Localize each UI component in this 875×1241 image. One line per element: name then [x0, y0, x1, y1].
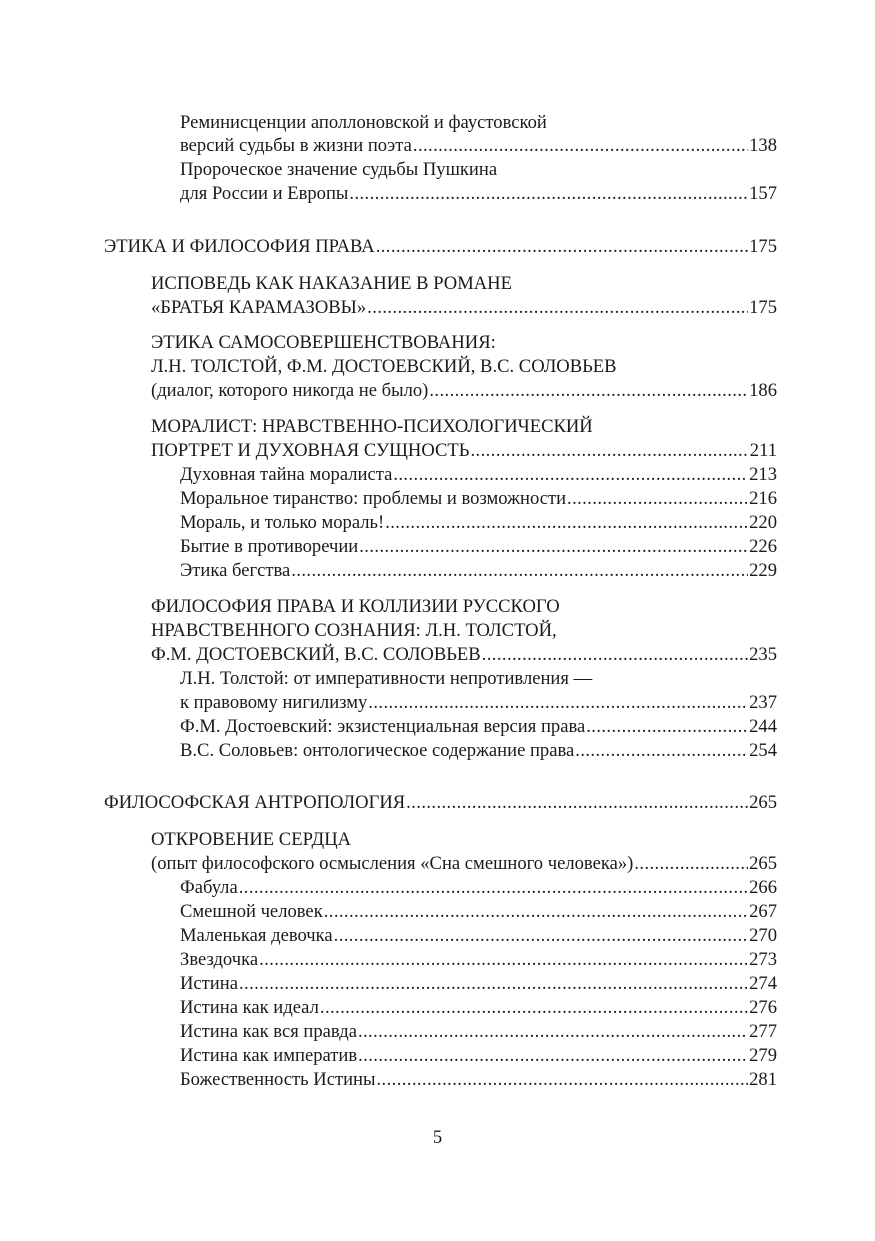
toc-entry-reminiscences[interactable] [180, 134, 777, 158]
toc-page-number: 213 [749, 464, 777, 485]
dot-leader [413, 134, 748, 158]
dot-leader [320, 996, 748, 1020]
toc-entry-title: Моральное тиранство: проблемы и возможности [180, 488, 567, 509]
toc-section-anthropology[interactable] [104, 791, 777, 815]
dot-leader [239, 876, 748, 900]
toc-entry-title: Истина как вся правда [180, 1021, 357, 1042]
toc-entry-heart-sub[interactable] [180, 924, 777, 948]
toc-entry-title: Духовная тайна моралиста [180, 464, 393, 485]
toc-chapter-title: «БРАТЬЯ КАРАМАЗОВЫ» [151, 297, 367, 318]
toc-chapter-confession[interactable] [151, 296, 777, 320]
toc-entry-title: Божественность Истины [180, 1069, 376, 1090]
toc-page-number: 270 [749, 925, 777, 946]
toc-page-number: 265 [749, 792, 777, 813]
toc-chapter-heart-line1: ОТКРОВЕНИЕ СЕРДЦА [151, 829, 352, 850]
toc-entry-tolstoy-line1: Л.Н. Толстой: от императивности непротивления — [180, 668, 593, 689]
toc-page-number: 216 [749, 488, 777, 509]
toc-entry-heart-sub[interactable] [180, 1044, 777, 1068]
toc-chapter-law[interactable] [151, 643, 777, 667]
toc-entry-title: В.С. Соловьев: онтологическое содержание права [180, 740, 575, 761]
toc-chapter-heart[interactable] [151, 852, 777, 876]
dot-leader [367, 296, 748, 320]
toc-page-number: 175 [749, 236, 777, 257]
toc-entry-title: Истина как идеал [180, 997, 319, 1018]
dot-leader [376, 235, 748, 259]
dot-leader [482, 643, 748, 667]
toc-entry-heart-sub[interactable] [180, 900, 777, 924]
toc-section-title: ФИЛОСОФСКАЯ АНТРОПОЛОГИЯ [104, 792, 406, 813]
dot-leader [586, 715, 748, 739]
toc-chapter-title: ПОРТРЕТ И ДУХОВНАЯ СУЩНОСТЬ [151, 440, 470, 461]
toc-page-number: 186 [749, 380, 777, 401]
dot-leader [368, 691, 748, 715]
toc-entry-title: Бытие в противоречии [180, 536, 359, 557]
toc-entry-moralist-sub[interactable] [180, 511, 777, 535]
dot-leader [575, 739, 748, 763]
toc-chapter-moralist[interactable] [151, 439, 777, 463]
toc-chapter-title: (диалог, которого никогда не было) [151, 380, 429, 401]
toc-page-number: 211 [749, 440, 777, 461]
dot-leader [324, 900, 748, 924]
toc-entry-tolstoy[interactable] [180, 691, 777, 715]
toc-entry-dostoevsky[interactable] [180, 715, 777, 739]
toc-entry-title: для России и Европы [180, 183, 349, 204]
toc-page-number: 277 [749, 1021, 777, 1042]
toc-entry-title: Мораль, и только мораль! [180, 512, 385, 533]
toc-page-number: 254 [749, 740, 777, 761]
toc-entry-title: к правовому нигилизму [180, 692, 368, 713]
toc-section-ethics[interactable] [104, 235, 777, 259]
dot-leader [429, 379, 748, 403]
toc-chapter-title: (опыт философского осмысления «Сна смешного человека») [151, 853, 634, 874]
page-number: 5 [432, 1127, 443, 1148]
toc-entry-title: Маленькая девочка [180, 925, 333, 946]
toc-entry-moralist-sub[interactable] [180, 559, 777, 583]
toc-page-number: 244 [749, 716, 777, 737]
toc-page-number: 157 [749, 183, 777, 204]
dot-leader [385, 511, 748, 535]
dot-leader [377, 1068, 749, 1092]
toc-chapter-title: Ф.М. ДОСТОЕВСКИЙ, В.С. СОЛОВЬЕВ [151, 644, 481, 665]
toc-entry-title: Смешной человек [180, 901, 323, 922]
toc-entry-soloviev[interactable] [180, 739, 777, 763]
toc-entry-title: Фабула [180, 877, 238, 898]
dot-leader [239, 972, 748, 996]
toc-entry-prophetic-line1: Пророческое значение судьбы Пушкина [180, 159, 498, 180]
toc-entry-title: Этика бегства [180, 560, 291, 581]
dot-leader [349, 182, 748, 206]
toc-entry-reminiscences-line1: Реминисценции аполлоновской и фаустовской [180, 112, 547, 133]
toc-entry-heart-sub[interactable] [180, 948, 777, 972]
dot-leader [567, 487, 748, 511]
toc-chapter-law-line2: НРАВСТВЕННОГО СОЗНАНИЯ: Л.Н. ТОЛСТОЙ, [151, 620, 557, 641]
toc-chapter-selfperf-line2: Л.Н. ТОЛСТОЙ, Ф.М. ДОСТОЕВСКИЙ, В.С. СОЛОВЬЕВ [151, 356, 617, 377]
dot-leader [470, 439, 748, 463]
dot-leader [358, 1044, 748, 1068]
toc-entry-title: Истина как императив [180, 1045, 358, 1066]
toc-chapter-selfperf[interactable] [151, 379, 777, 403]
toc-entry-heart-sub[interactable] [180, 876, 777, 900]
toc-page-number: 276 [749, 997, 777, 1018]
toc-entry-moralist-sub[interactable] [180, 463, 777, 487]
toc-page-number: 235 [749, 644, 777, 665]
toc-page-number: 273 [749, 949, 777, 970]
toc-entry-title: Ф.М. Достоевский: экзистенциальная версия права [180, 716, 586, 737]
dot-leader [291, 559, 748, 583]
toc-page-number: 279 [749, 1045, 777, 1066]
toc-page-number: 175 [749, 297, 777, 318]
toc-chapter-selfperf-line1: ЭТИКА САМОСОВЕРШЕНСТВОВАНИЯ: [151, 332, 496, 353]
toc-page-number: 274 [749, 973, 777, 994]
toc-page-number: 267 [749, 901, 777, 922]
toc-chapter-moralist-line1: МОРАЛИСТ: НРАВСТВЕННО-ПСИХОЛОГИЧЕСКИЙ [151, 416, 593, 437]
dot-leader [406, 791, 748, 815]
toc-entry-heart-sub[interactable] [180, 972, 777, 996]
toc-page-number: 237 [749, 692, 777, 713]
toc-section-title: ЭТИКА И ФИЛОСОФИЯ ПРАВА [104, 236, 375, 257]
dot-leader [359, 535, 748, 559]
toc-entry-title: Истина [180, 973, 238, 994]
dot-leader [634, 852, 748, 876]
dot-leader [334, 924, 748, 948]
toc-entry-heart-sub[interactable] [180, 996, 777, 1020]
toc-page-number: 266 [749, 877, 777, 898]
toc-page-number: 226 [749, 536, 777, 557]
dot-leader [393, 463, 748, 487]
toc-chapter-confession-line1: ИСПОВЕДЬ КАК НАКАЗАНИЕ В РОМАНЕ [151, 273, 512, 294]
toc-entry-heart-sub[interactable] [180, 1020, 777, 1044]
toc-entry-moralist-sub[interactable] [180, 535, 777, 559]
toc-chapter-law-line1: ФИЛОСОФИЯ ПРАВА И КОЛЛИЗИИ РУССКОГО [151, 596, 560, 617]
toc-entry-title: Звездочка [180, 949, 259, 970]
toc-entry-title: версий судьбы в жизни поэта [180, 135, 412, 156]
toc-entry-moralist-sub[interactable] [180, 487, 777, 511]
toc-page-number: 229 [749, 560, 777, 581]
toc-entry-heart-sub[interactable] [180, 1068, 777, 1092]
toc-page-number: 220 [749, 512, 777, 533]
dot-leader [259, 948, 748, 972]
toc-page-number: 265 [749, 853, 777, 874]
toc-page-number: 281 [749, 1069, 777, 1090]
toc-entry-prophetic[interactable] [180, 182, 777, 206]
dot-leader [358, 1020, 748, 1044]
toc-page-number: 138 [749, 135, 777, 156]
